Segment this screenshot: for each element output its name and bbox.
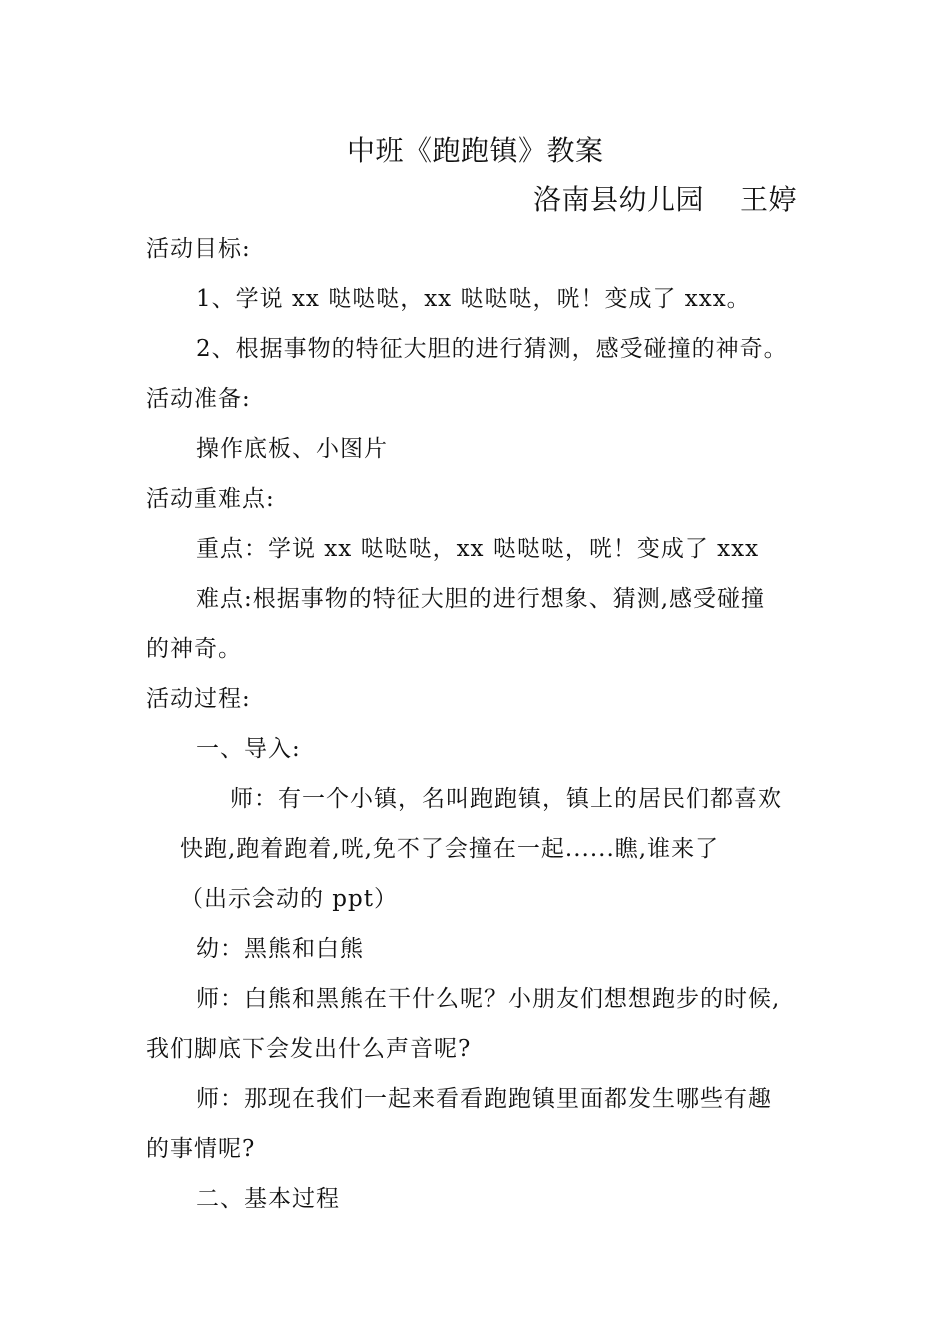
- prep-item: 操作底板、小图片: [196, 436, 388, 462]
- author-line: [533, 182, 797, 218]
- teacher-question-2-line-2: 的事情呢?: [146, 1136, 256, 1162]
- teacher-question-1-line-1: 师：白熊和黑熊在干什么呢？小朋友们想想跑步的时候,: [196, 986, 781, 1012]
- basic-process-heading: 二、基本过程: [196, 1186, 340, 1212]
- key-point: 重点：学说 xx 哒哒哒，xx 哒哒哒，咣！变成了 xxx: [196, 536, 760, 562]
- document-title: 中班《跑跑镇》教案: [347, 134, 604, 167]
- author-name: 王婷: [740, 183, 798, 216]
- prep-heading: 活动准备:: [146, 386, 251, 412]
- child-answer: 幼：黑熊和白熊: [196, 936, 364, 962]
- intro-heading: 一、导入:: [196, 736, 301, 762]
- goal-1: 1、学说 xx 哒哒哒，xx 哒哒哒，咣！变成了 xxx。: [196, 286, 751, 312]
- goal-2: 2、根据事物的特征大胆的进行猜测，感受碰撞的神奇。: [196, 336, 788, 362]
- intro-paragraph-line-3: （出示会动的 ppt）: [180, 886, 398, 912]
- intro-paragraph-line-2: 快跑,跑着跑着,咣,免不了会撞在一起......瞧,谁来了: [180, 836, 720, 862]
- intro-paragraph-line-1: 师：有一个小镇，名叫跑跑镇，镇上的居民们都喜欢: [230, 786, 782, 812]
- process-heading: 活动过程:: [146, 686, 251, 712]
- difficulty-line-1: 难点:根据事物的特征大胆的进行想象、猜测,感受碰撞: [196, 586, 766, 612]
- teacher-question-1-line-2: 我们脚底下会发出什么声音呢?: [146, 1036, 472, 1062]
- teacher-question-2-line-1: 师：那现在我们一起来看看跑跑镇里面都发生哪些有趣: [196, 1086, 772, 1112]
- author-school: 洛南县幼儿园: [533, 183, 705, 216]
- key-heading: 活动重难点:: [146, 486, 275, 512]
- goals-heading: 活动目标:: [146, 236, 251, 262]
- difficulty-line-2: 的神奇。: [146, 636, 242, 662]
